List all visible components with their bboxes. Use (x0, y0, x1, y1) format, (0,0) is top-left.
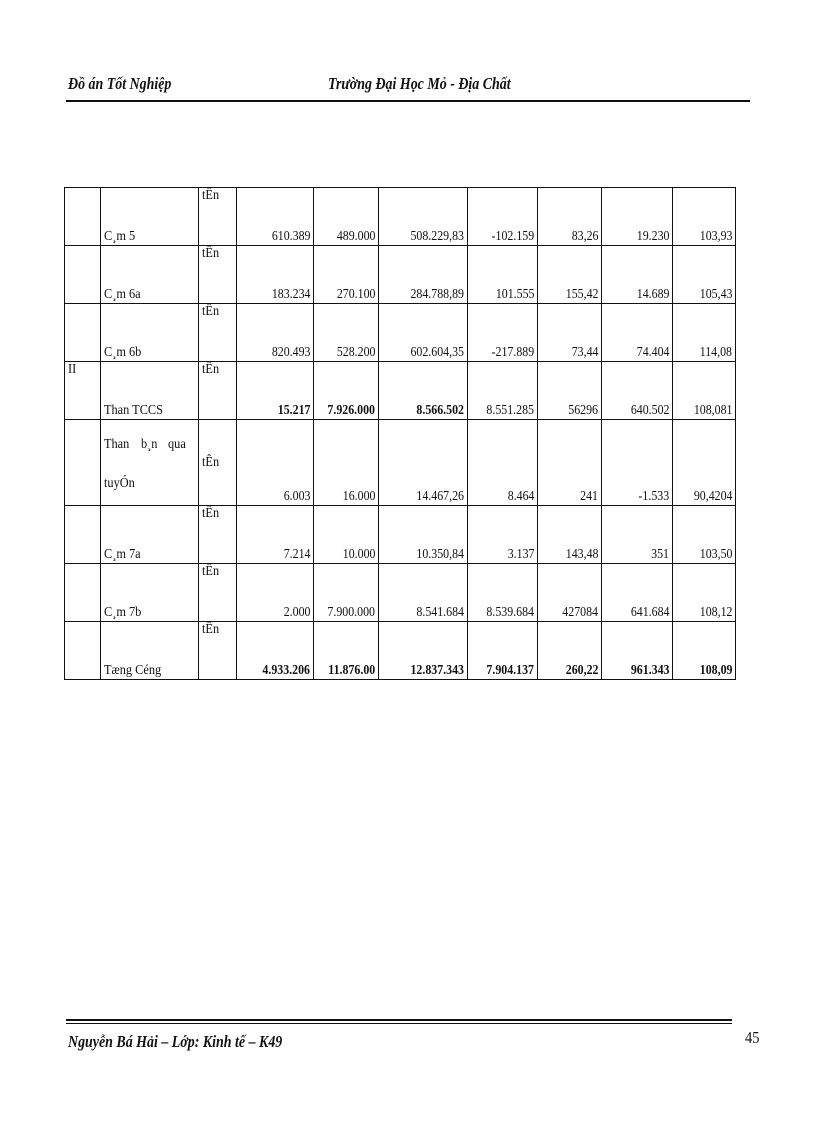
table-cell: 83,26 (538, 188, 602, 246)
table-cell: 108,081 (673, 362, 736, 420)
table-cell: 7.904.137 (468, 622, 538, 680)
table-row (65, 506, 736, 564)
table-cell: 73,44 (538, 304, 602, 362)
table-cell: 7.214 (237, 506, 314, 564)
row-stt (65, 564, 101, 622)
table-cell: 7.926.000 (314, 362, 379, 420)
table-cell: 183.234 (237, 246, 314, 304)
table-cell: 8.541.684 (379, 564, 468, 622)
table-cell: 241 (538, 420, 602, 506)
row-unit: tÊn (199, 362, 237, 420)
table-cell: 961.343 (602, 622, 673, 680)
table-cell: 11.876.00 (314, 622, 379, 680)
production-table (64, 187, 736, 680)
row-stt (65, 246, 101, 304)
table-cell: 19.230 (602, 188, 673, 246)
table-cell: 74.404 (602, 304, 673, 362)
table-row (65, 564, 736, 622)
row-stt: II (65, 362, 101, 420)
table-cell: 427084 (538, 564, 602, 622)
table-cell: 8.566.502 (379, 362, 468, 420)
table-cell: 7.900.000 (314, 564, 379, 622)
table-cell: 3.137 (468, 506, 538, 564)
row-stt (65, 304, 101, 362)
table-cell: 260,22 (538, 622, 602, 680)
table-cell: 528.200 (314, 304, 379, 362)
table-row (65, 304, 736, 362)
row-stt (65, 506, 101, 564)
table-cell: 10.350,84 (379, 506, 468, 564)
row-unit: tÊn (199, 564, 237, 622)
table-cell: -102.159 (468, 188, 538, 246)
table-row-total (65, 622, 736, 680)
table-cell: 105,43 (673, 246, 736, 304)
row-unit: tÊn (199, 188, 237, 246)
page-number: 45 (745, 1028, 760, 1047)
table-cell: 56296 (538, 362, 602, 420)
table-cell: 602.604,35 (379, 304, 468, 362)
row-unit: tÊn (199, 420, 237, 506)
table-cell: 90,4204 (673, 420, 736, 506)
table-cell: 820.493 (237, 304, 314, 362)
row-unit: tÊn (199, 304, 237, 362)
row-name: C¸m 5 (101, 188, 199, 246)
table-cell: 6.003 (237, 420, 314, 506)
table-cell: 114,08 (673, 304, 736, 362)
table-row (65, 246, 736, 304)
row-stt (65, 420, 101, 506)
header-rule (66, 100, 750, 102)
row-stt (65, 622, 101, 680)
row-name: C¸m 7b (101, 564, 199, 622)
table-cell: 270.100 (314, 246, 379, 304)
table-cell: 640.502 (602, 362, 673, 420)
row-name: C¸m 6b (101, 304, 199, 362)
row-name: C¸m 7a (101, 506, 199, 564)
row-name: Tæng Céng (101, 622, 199, 680)
table-cell: 155,42 (538, 246, 602, 304)
table-cell: 10.000 (314, 506, 379, 564)
table-cell: 508.229,83 (379, 188, 468, 246)
table-cell: 12.837.343 (379, 622, 468, 680)
row-unit: tÊn (199, 622, 237, 680)
table-cell: 641.684 (602, 564, 673, 622)
row-name: Than TCCS (101, 362, 199, 420)
table-cell: 610.389 (237, 188, 314, 246)
footer-author: Nguyễn Bá Hải – Lớp: Kinh tế – K49 (68, 1032, 283, 1051)
row-stt (65, 188, 101, 246)
row-unit: tÊn (199, 506, 237, 564)
table-cell: 101.555 (468, 246, 538, 304)
table-row (65, 188, 736, 246)
table-cell: 4.933.206 (237, 622, 314, 680)
table-cell: 2.000 (237, 564, 314, 622)
footer-rule-thin (66, 1023, 732, 1024)
table-cell: 351 (602, 506, 673, 564)
table-row (65, 420, 736, 506)
row-unit: tÊn (199, 246, 237, 304)
table-cell: 284.788,89 (379, 246, 468, 304)
table-cell: 108,12 (673, 564, 736, 622)
table-cell: 103,50 (673, 506, 736, 564)
table-cell: 8.464 (468, 420, 538, 506)
table-cell: 103,93 (673, 188, 736, 246)
table-cell: 15.217 (237, 362, 314, 420)
table-cell: 143,48 (538, 506, 602, 564)
row-name-line1: Than b¸n qua (104, 437, 186, 452)
table-cell: 489.000 (314, 188, 379, 246)
header-title-left: Đồ án Tốt Nghiệp (68, 74, 172, 93)
row-name: Than b¸n qua tuyÓn (101, 420, 199, 506)
table-cell: 8.551.285 (468, 362, 538, 420)
table-cell: -217.889 (468, 304, 538, 362)
footer-rule (66, 1019, 732, 1021)
table-cell: 14.467,26 (379, 420, 468, 506)
table-cell: 108,09 (673, 622, 736, 680)
table-cell: -1.533 (602, 420, 673, 506)
table-cell: 14.689 (602, 246, 673, 304)
table-cell: 16.000 (314, 420, 379, 506)
header-title-center: Trường Đại Học Mỏ - Địa Chất (328, 74, 511, 93)
table-cell: 8.539.684 (468, 564, 538, 622)
row-name: C¸m 6a (101, 246, 199, 304)
table-row (65, 362, 736, 420)
